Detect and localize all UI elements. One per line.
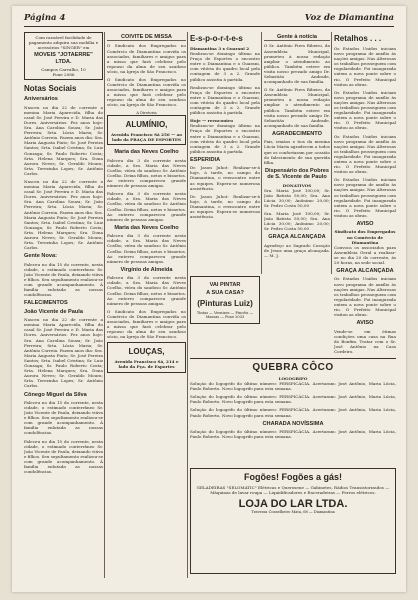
ad-address: Campos Carvalho, 10 — [41, 67, 86, 73]
article-body: Realizou-se domingo último na Praça de Esportes o encontro entre o Diamantina e o Guarani, com vitória do quadro local pela contagem de 3 a 2. Grande público assistiu à partida. — [190, 123, 260, 154]
article-body: O Sindicato dos Empregados no Comércio de Diamantina convida os associados, familiares e amigos para a missa que fará celebrar pelo repouso da alma de seu saudoso sócio, na Igreja de São Francisco. — [107, 76, 186, 108]
ad-question: VAI PINTAR — [209, 282, 241, 288]
article-body: Os Estados Unidos iniciam novo programa de auxílio às nações amigas. Nas Alterosas os trabalhos prosseguem com regularidade. Foi inaugurada ontem a nova ponte sobre o rio. O Prefeito Municipal visitou as obras. — [334, 46, 396, 87]
article-body: Realizou-se domingo último na Praça de Esportes o encontro entre o Diamantina e o Guarani, com vitória do quadro local pela contagem de 3 a 2. Grande público assistiu à partida. — [190, 51, 260, 82]
ad-title: Fogões! Fogões a gás! — [243, 472, 342, 482]
ad-brand: (Pinturas Luiz) — [197, 298, 253, 308]
subheading: Sindicato dos Empregados no Comércio de Diamantina — [334, 229, 396, 245]
ad-address: Travessa Conselheiro Mata, 68 — Diamantina — [251, 510, 335, 515]
page-number: Página 4 — [24, 13, 66, 23]
section-title: Gente à notícia — [264, 34, 330, 41]
subheading: Aniversários — [24, 96, 58, 103]
article-body: Sra. Maria José 100,00; Sr. João Batista 50,00; Sra. Ana Lúcia 30,00; Anônimo 20,00; Sr. Pedro Costa 50,00 — [264, 187, 330, 208]
subheading: AGRADECIMENTO — [272, 130, 322, 137]
subheading: ESPERIDIA — [190, 156, 221, 163]
subheading: GRAÇA ALCANÇADA — [268, 234, 326, 241]
column-rule — [331, 32, 332, 274]
article-body: Vende-se em ótimas condições uma casa na Rua do Bonfim. Tratar com o Sr. José Antônio na Casa Cordeiro. — [334, 328, 396, 354]
subheading: DONATIVOS — [282, 182, 312, 188]
subheading: João Vicente de Paula — [24, 308, 83, 315]
article-body: Realizou-se domingo último na Praça de Esportes o encontro entre o Diamantina e o Guarani, com vitória do quadro local pela contagem de 3 a 2. Grande público assistiu à partida. — [190, 84, 260, 116]
article-body: O Sindicato dos Empregados no Comércio de Diamantina convida os associados, familiares e amigos para a missa que fará celebrar pelo repouso da alma de seu saudoso sócio, na Igreja de São Francisco. — [107, 43, 186, 74]
article-body: Faleceu dia 3 do corrente nesta cidade, a Sra. Maria das Neves Coelho, viúva do saudoso Sr. Antônio Coelho. Deixa filhos, netos e bisnetos. Ao enterro compareceu grande número de pessoas amigas. — [107, 191, 186, 222]
paint-ad — [190, 276, 260, 328]
article-body: Faleceu no dia 15 do corrente, nesta cidade, o estimado conterrâneo Sr. João Vicente de Paula, deixando viúva e filhos. Seu sepultamento realizou-se com grande acompanhamento. À família enlutada as nossas condolências. — [24, 438, 103, 475]
subheading: Diamantina 3 x Guarani 2 — [190, 46, 250, 51]
ad-text: Com razoável facilidade de pagamento adquira sua mobília e acessórios "SINGER" em — [28, 35, 99, 51]
article-body: Faleceu no dia 15 do corrente, nesta cidade, o estimado conterrâneo Sr. João Vicente de Paula, deixando viúva e filhos. Seu sepultamento realizou-se com grande acompanhamento. À família enlutada as nossas condolências. — [24, 399, 103, 436]
subheading: GRAÇA ALCANÇADA — [336, 268, 394, 275]
ad-store-name: MOVEIS "JOTAERRE" LTDA. — [34, 52, 93, 65]
ad-title: ALUMÍNIO, — [125, 120, 168, 130]
aluminium-ad — [107, 115, 186, 145]
column-1 — [24, 32, 103, 578]
article-body: Faleceu dia 3 do corrente nesta cidade, a Sra. Maria das Neves Coelho, viúva do saudoso Sr. Antônio Coelho. Deixa filhos, netos e bisnetos. Ao enterro compareceu grande número de pessoas amigas. — [107, 157, 186, 189]
article-body: O Sr. Antônio Pires Ribeiro, da Assembleia Municipal, prometeu à nossa redação ampliar o atendimento ao público. Também esteve em visita nosso prezado amigo Dr. Sebastião Andrade, acompanhado de sua família. — [264, 43, 330, 85]
subheading: AVISO — [356, 320, 374, 327]
page-header — [24, 12, 394, 27]
article-body: Sra. Maria José 100,00; Sr. João Batista 50,00; Sra. Ana Lúcia 30,00; Anônimo 20,00; Sr. Pedro Costa 50,00 — [264, 211, 330, 232]
stoves-ad — [190, 468, 396, 574]
column-rule — [104, 32, 105, 578]
ad-address: Avenida Francisco Sá, 214 e lado da Pça. de Esportes — [114, 359, 179, 370]
ad-phone: Fone 2086 — [52, 72, 75, 78]
section-title: COIVITE DE MISSA — [107, 34, 186, 41]
section-title: Retalhos . . . — [334, 34, 382, 43]
ad-question: A SUA CASA? — [206, 290, 244, 297]
article-body: Nasceu no dia 22 de corrente a menina Maria Aparecida, filha do casal Sr. José Pereira e D. Maria das Dores. Aniversários: Fez anos hoje: Sra. Ana Carolina Souza; Sr. João Ferreira; Srta. Lúcia Maria; Sr. Antônio Correia. Fazem anos dia: Sra. Maria Augusta Pinto; Sr. José Pereira Santos; Srta. Isabel Cristina; Sr. Luiz Gonzaga; Sr. Paulo Roberto Costa; Srta. Helena Marques; Sra. Dona Aurora Neves; Sr. Geraldo Moura; Srta. Terezinha Lopes; Sr. Antônio Carlos. — [24, 317, 103, 389]
article-body: Solução do logogrifo do último número: PERSPICÁCIA. Acertaram: José Antônio, Maria Lúcia, Paulo Roberto. Novo logogrifo para esta semana. — [190, 394, 396, 405]
article-body: Agradeço ao Sagrado Coração de Jesus uma graça alcançada. — M. J. — [264, 242, 330, 259]
subheading: FALECIMENTOS — [24, 300, 68, 307]
subheading: Hoje — reencontro — [190, 118, 233, 124]
article-body: Dr. Jason Juhot: Realizar-se-á hoje, à tarde, no campo do Diamantina, o reencontro entre as equipes. Espera-se numerosa assistência. — [190, 193, 260, 220]
article-body: Convoca os associados para Assembleia Geral a realizar-se no dia 20 do corrente, às 20 horas, na sede social. — [334, 244, 396, 265]
article-body: Faleceu no dia 15 do corrente, nesta cidade, o estimado conterrâneo Sr. João Vicente de Paula, deixando viúva e filhos. Seu sepultamento realizou-se com grande acompanhamento. À família enlutada as nossas condolências. — [24, 261, 103, 298]
ad-title: LOUÇAS, — [128, 347, 165, 357]
subheading: Virgínio de Almeida — [120, 266, 173, 273]
subheading: LOGOGRIFO — [278, 376, 308, 381]
section-title: QUEBRA CÔCO — [252, 362, 334, 373]
puzzle-section — [190, 358, 396, 466]
article-body: Nasceu no dia 22 de corrente a menina Maria Aparecida, filha do casal Sr. José Pereira e D. Maria das Dores. Aniversários: Fez anos hoje: Sra. Ana Carolina Souza; Sr. João Ferreira; Srta. Lúcia Maria; Sr. Antônio Correia. Fazem anos dia: Sra. Maria Augusta Pinto; Sr. José Pereira Santos; Srta. Isabel Cristina; Sr. Luiz Gonzaga; Sr. Paulo Roberto Costa; Srta. Helena Marques; Sra. Dona Aurora Neves; Sr. Geraldo Moura; Srta. Terezinha Lopes; Sr. Antônio Carlos. — [24, 104, 103, 176]
article-body: Solução do logogrifo do último número: PERSPICÁCIA. Acertaram: José Antônio, Maria Lúcia, Paulo Roberto. Novo logogrifo para esta semana. — [190, 407, 396, 418]
signature: A Diretoria — [136, 110, 157, 115]
newspaper-name: Voz de Diamantina — [304, 13, 394, 23]
article-body: Os Estados Unidos iniciam novo programa de auxílio às nações amigas. Nas Alterosas os trabalhos prosseguem com regularidade. Foi inaugurada ontem a nova ponte sobre o rio. O Prefeito Municipal visitou as obras. — [334, 177, 396, 218]
dishware-ad — [107, 342, 186, 372]
subheading: Maria das Neves Coelho — [114, 149, 179, 156]
subheading: CHARADA NOVÍSSIMA — [262, 420, 324, 427]
article-body: Solução do logogrifo do último número: PERSPICÁCIA. Acertaram: José Antônio, Maria Lúcia, Paulo Roberto. Novo logogrifo para esta semana. — [190, 429, 396, 440]
column-2 — [107, 32, 186, 578]
section-title: E-s-p-o-r-t-e-s — [190, 34, 243, 43]
article-body: Dr. Jason Juhot: Realizar-se-á hoje, à tarde, no campo do Diamantina, o reencontro entre as equipes. Espera-se numerosa assistência. — [190, 165, 260, 191]
column-3 — [190, 32, 260, 274]
column-rule — [261, 32, 262, 274]
subheading: Gente Nova: — [24, 253, 57, 260]
column-4 — [264, 32, 330, 274]
article-body: Os Estados Unidos iniciam novo programa de auxílio às nações amigas. Nas Alterosas os trabalhos prosseguem com regularidade. Foi inaugurada ontem a nova ponte sobre o rio. O Prefeito Municipal visitou as obras. — [334, 133, 396, 175]
article-body: Faleceu dia 3 do corrente nesta cidade, a Sra. Maria das Neves Coelho, viúva do saudoso Sr. Antônio Coelho. Deixa filhos, netos e bisnetos. Ao enterro compareceu grande número de pessoas amigas. — [107, 233, 186, 264]
subheading: AVISO — [356, 221, 374, 227]
section-title: Notas Sociais — [24, 84, 77, 94]
newspaper-page — [12, 6, 406, 592]
paint-ad-box — [190, 276, 260, 324]
ad-body: GELADEIRAS "SELOMATIC" Elétricas e Querosene — Gabinetes, Rádios Transistorizados — Máquinas de lavar roupa — Liquidificadores e Enceradeiras — Ferros elétricos. — [196, 485, 390, 496]
article-body: Pais, irmãos e tios da menina Lúcia Maria agradecem a todos que os confortaram por ocasião do falecimento de sua querida filha. — [264, 139, 330, 165]
ad-store-name: LOJA DO LAR LTDA. — [238, 498, 348, 511]
article-body: Os Estados Unidos iniciam novo programa de auxílio às nações amigas. Nas Alterosas os trabalhos prosseguem com regularidade. Foi inaugurada ontem a nova ponte sobre o rio. O Prefeito Municipal visitou as obras. — [334, 89, 396, 131]
article-body: Os Estados Unidos iniciam novo programa de auxílio às nações amigas. Nas Alterosas os trabalhos prosseguem com regularidade. Foi inaugurada ontem a nova ponte sobre o rio. O Prefeito Municipal visitou as obras. — [334, 276, 396, 318]
subheading: Maria das Neves Coelho — [114, 224, 179, 231]
column-rule — [187, 32, 188, 578]
article-body: Faleceu dia 3 do corrente nesta cidade, a Sra. Maria das Neves Coelho, viúva do saudoso Sr. Antônio Coelho. Deixa filhos, netos e bisnetos. Ao enterro compareceu grande número de pessoas amigas. — [107, 275, 186, 306]
furniture-ad — [24, 32, 103, 80]
subheading: Dispensário dos Pobres de S. Vicente de Paulo — [264, 167, 330, 181]
article-body: Solução do logogrifo do último número: PERSPICÁCIA. Acertaram: José Antônio, Maria Lúcia, Paulo Roberto. Novo logogrifo para esta semana. — [190, 381, 396, 392]
subheading: Cônego Miguel da Silva — [24, 391, 87, 398]
stoves-ad-box — [190, 468, 396, 574]
article-body: O Sindicato dos Empregados no Comércio de Diamantina convida os associados, familiares e amigos para a missa que fará celebrar pelo repouso da alma de seu saudoso sócio, na Igreja de São Francisco. — [107, 308, 186, 340]
ad-address: Avenida Francisco Sá 256 — ao lado da PRAÇA DE ESPORTES — [111, 132, 182, 143]
article-body: Nasceu no dia 22 de corrente a menina Maria Aparecida, filha do casal Sr. José Pereira e D. Maria das Dores. Aniversários: Fez anos hoje: Sra. Ana Carolina Souza; Sr. João Ferreira; Srta. Lúcia Maria; Sr. Antônio Correia. Fazem anos dia: Sra. Maria Augusta Pinto; Sr. José Pereira Santos; Srta. Isabel Cristina; Sr. Luiz Gonzaga; Sr. Paulo Roberto Costa; Srta. Helena Marques; Sra. Dona Aurora Neves; Sr. Geraldo Moura; Srta. Terezinha Lopes; Sr. Antônio Carlos. — [24, 179, 103, 251]
article-body: O Sr. Antônio Pires Ribeiro, da Assembleia Municipal, prometeu à nossa redação ampliar o atendimento ao público. Também esteve em visita nosso prezado amigo Dr. Sebastião Andrade, acompanhado de sua família. — [264, 87, 330, 128]
ad-details: Tintas — Vernizes — Pincéis — Massas — Fone 2033 — [196, 310, 254, 320]
